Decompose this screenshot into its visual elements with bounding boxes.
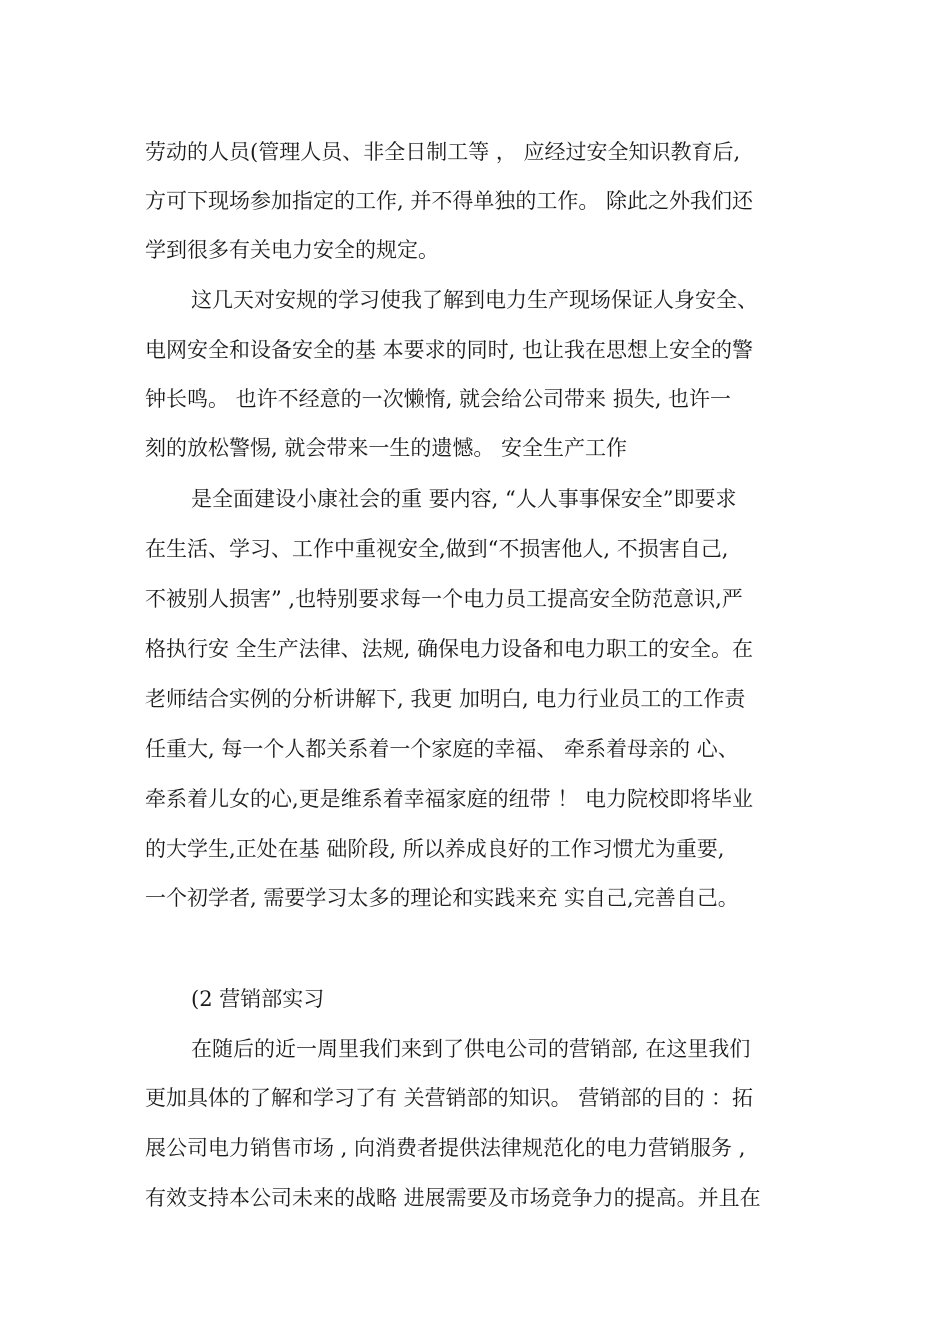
text-line: 劳动的人员(管理人员、非全日制工等 ， 应经过安全知识教育后, bbox=[145, 140, 741, 164]
text-line: 方可下现场参加指定的工作, 并不得单独的工作。 除此之外我们还 bbox=[145, 189, 754, 213]
text-line: 更加具体的了解和学习了有 关营销部的知识。 营销部的目的 ：拓 bbox=[145, 1086, 754, 1110]
text-line: 在随后的近一周里我们来到了供电公司的营销部, 在这里我们 bbox=[191, 1037, 751, 1061]
text-line: 是全面建设小康社会的重 要内容, “人人事事保安全”即要求 bbox=[191, 487, 737, 511]
text-line: 不被别人损害” ,也特别要求每一个电力员工提高安全防范意识,严 bbox=[145, 587, 743, 611]
text-line: 钟长鸣。 也许不经意的一次懒惰, 就会给公司带来 损失, 也许一 bbox=[145, 387, 732, 411]
text-line: 牵系着儿女的心,更是维系着幸福家庭的纽带 ！ 电力院校即将毕业 bbox=[145, 787, 754, 811]
text-line: 这几天对安规的学习使我了解到电力生产现场保证人身安全、 bbox=[191, 288, 758, 312]
text-line: 学到很多有关电力安全的规定。 bbox=[145, 238, 439, 262]
text-line: 老师结合实例的分析讲解下, 我更 加明白, 电力行业员工的工作责 bbox=[145, 687, 746, 711]
text-line: 刻的放松警惕, 就会带来一生的遗憾。 安全生产工作 bbox=[145, 436, 628, 460]
text-line: 在生活、学习、工作中重视安全,做到“不损害他人, 不损害自己, bbox=[145, 537, 729, 561]
text-line: 一个初学者, 需要学习太多的理论和实践来充 实自己,完善自己。 bbox=[145, 886, 739, 910]
text-line: 有效支持本公司未来的战略 进展需要及市场竞争力的提高。并且在 bbox=[145, 1186, 761, 1210]
text-line: 的大学生,正处在基 础阶段, 所以养成良好的工作习惯尤为重要, bbox=[145, 837, 725, 861]
text-line: 任重大, 每一个人都关系着一个家庭的幸福、 牵系着母亲的 心、 bbox=[145, 737, 739, 761]
section-heading: (2 营销部实习 bbox=[191, 987, 325, 1011]
text-line: 展公司电力销售市场 , 向消费者提供法律规范化的电力营销服务 , bbox=[145, 1136, 746, 1160]
text-line: 电网安全和设备安全的基 本要求的同时, 也让我在思想上安全的警 bbox=[145, 338, 754, 362]
text-line: 格执行安 全生产法律、法规, 确保电力设备和电力职工的安全。在 bbox=[145, 637, 754, 661]
